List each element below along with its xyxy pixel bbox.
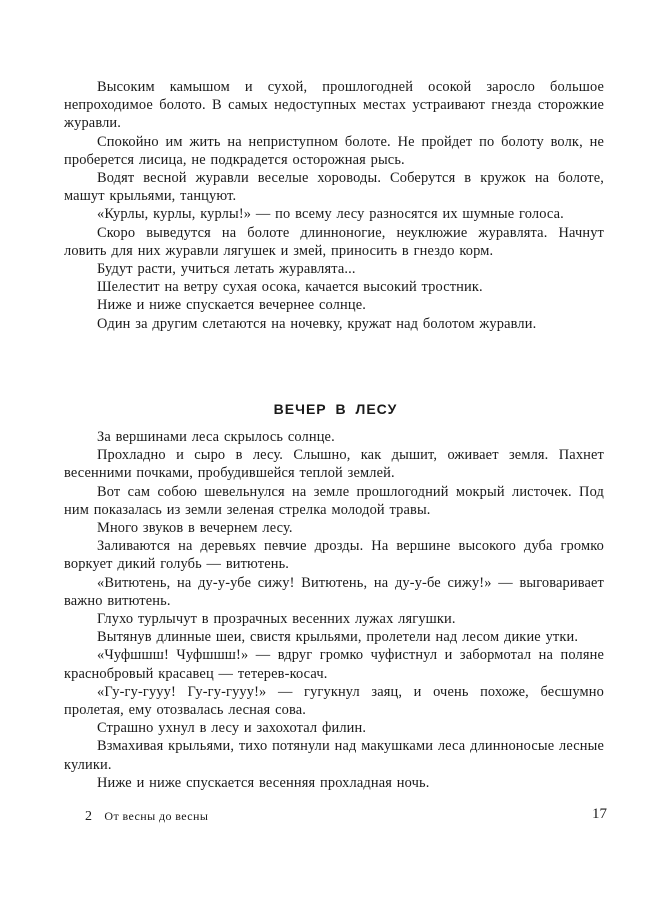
paragraph: Прохладно и сыро в лесу. Слышно, как дышит, оживает земля. Пахнет весенними почками, пробудившейся теплой землей. — [64, 447, 604, 482]
paragraph: Высоким камышом и сухой, прошлогодней осокой заросло большое непроходимое болото. В самых недоступных местах устраивают гнезда сторожкие журавли. — [64, 79, 604, 132]
paragraph: «Курлы, курлы, курлы!» — по всему лесу разносятся их шумные голоса. — [97, 206, 564, 223]
paragraph: Страшно ухнул в лесу и захохотал филин. — [97, 720, 367, 737]
paragraph: Много звуков в вечернем лесу. — [97, 520, 293, 537]
paragraph: Глухо турлычут в прозрачных весенних лужах лягушки. — [97, 611, 456, 628]
page-number: 17 — [592, 806, 607, 822]
paragraph: Ниже и ниже спускается вечернее солнце. — [97, 297, 367, 314]
chapter-title: ВЕЧЕР В ЛЕСУ — [273, 401, 398, 417]
paragraph: Вытянув длинные шеи, свистя крыльями, пролетели над лесом дикие утки. — [97, 629, 579, 646]
paragraph: Спокойно им жить на неприступном болоте. Не пройдет по болоту волк, не проберется лисица, не подкрадется осторожная рысь. — [64, 133, 604, 168]
paragraph: Шелестит на ветру сухая осока, качается высокий тростник. — [97, 279, 483, 296]
paragraph: Вот сам собою шевельнулся на земле прошлогодний мокрый листочек. Под ним показалась из земли зеленая стрелка молодой травы. — [64, 483, 604, 518]
paragraph: Взмахивая крыльями, тихо потянули над макушками леса длинноносые лесные кулики. — [64, 738, 604, 773]
section-cranes-text — [64, 78, 604, 333]
paragraph: Один за другим слетаются на ночевку, кружат над болотом журавли. — [97, 315, 537, 332]
paragraph: Ниже и ниже спускается весенняя прохладная ночь. — [97, 774, 430, 791]
signature-title: От весны до весны — [104, 809, 209, 823]
paragraph: Скоро выведутся на болоте длинноногие, неуклюжие журавлята. Начнут ловить для них журавли лягушек и змей, приносить в гнездо корм. — [64, 224, 604, 259]
paragraph: Будут расти, учиться летать журавлята... — [97, 261, 356, 278]
paragraph: Заливаются на деревьях певчие дрозды. На вершине высокого дуба громко воркует дикий голубь — витютень. — [64, 538, 604, 573]
section-evening-forest-text — [64, 428, 604, 792]
paragraph: «Чуфшшш! Чуфшшш!» — вдруг громко чуфистнул и забормотал на поляне краснобровый красавец — тетерев-косач. — [64, 647, 604, 682]
paragraph: Водят весной журавли веселые хороводы. Соберутся в кружок на болоте, машут крыльями, танцуют. — [64, 170, 604, 205]
paragraph: «Витютень, на ду-у-убе сижу! Витютень, на ду-у-бе сижу!» — выговаривает важно витютень. — [64, 574, 604, 609]
paragraph: За вершинами леса скрылось солнце. — [97, 429, 335, 445]
paragraph: «Гу-гу-гууу! Гу-гу-гууу!» — гугукнул заяц, и очень похоже, бесшумно пролетая, ему отозвалась лесная сова. — [64, 683, 604, 719]
signature-number: 2 — [85, 809, 93, 824]
signature-mark — [85, 809, 208, 825]
